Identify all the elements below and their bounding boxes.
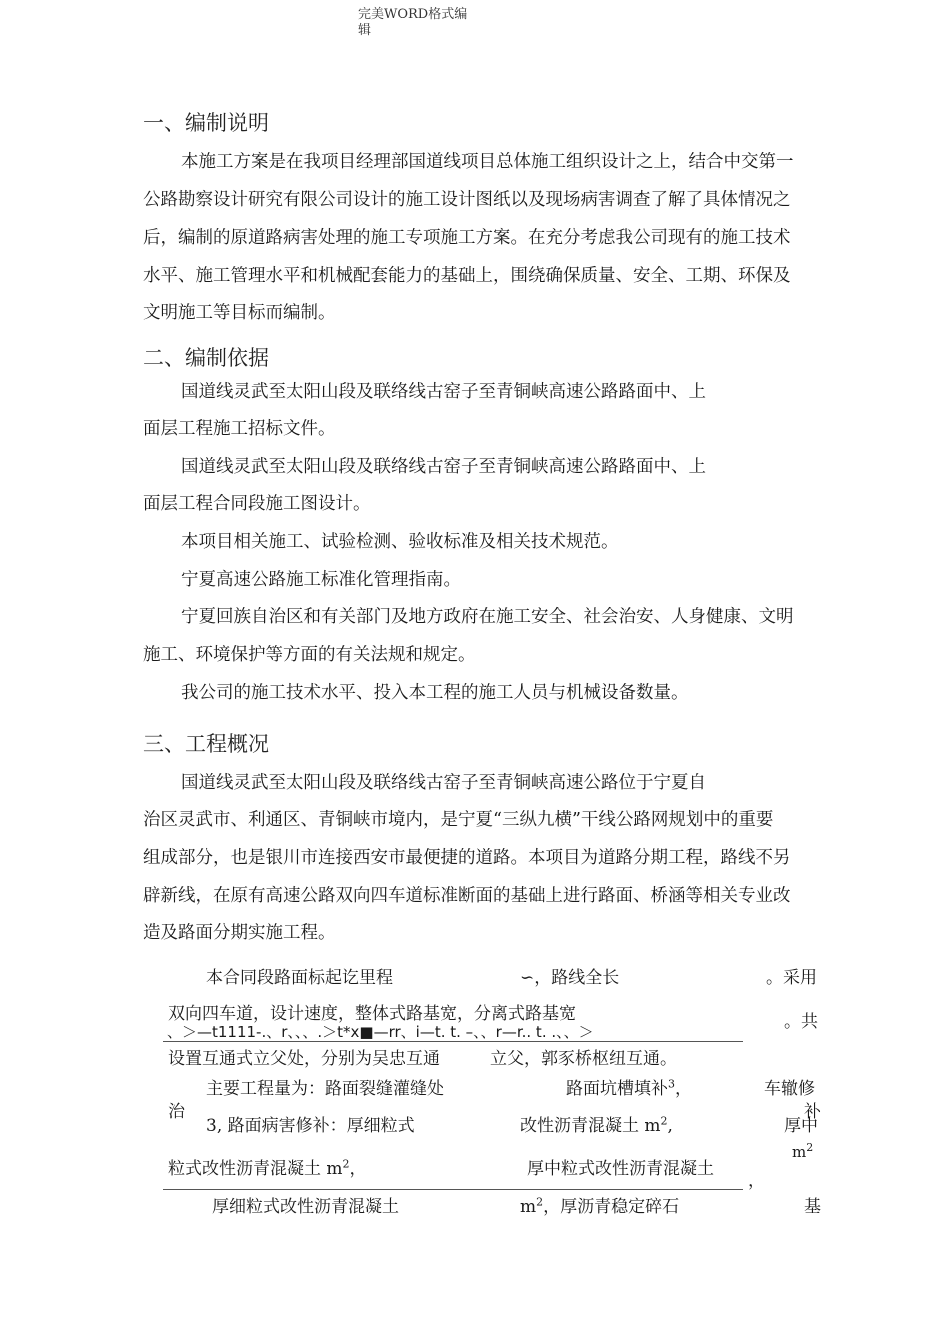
s2-line-2: 面层工程施工招标文件。 bbox=[143, 419, 336, 439]
frag-f2-sup: 2 bbox=[660, 1114, 668, 1128]
s1-line-3: 后，编制的原道路病害处理的施工专项施工方案。在充分考虑我公司现有的施工技术 bbox=[143, 228, 791, 248]
page-header bbox=[358, 7, 467, 39]
frag-g1-text: 粒式改性沥青混凝土 m bbox=[168, 1159, 343, 1179]
frag-g1 bbox=[168, 1154, 367, 1179]
s2-line-3: 国道线灵武至太阳山段及联络线古窑子至青铜峡高速公路路面中、上 bbox=[181, 457, 706, 477]
s3-line-3: 组成部分，也是银川市连接西安市最便捷的道路。本项目为道路分期工程，路线不另 bbox=[143, 848, 791, 868]
s3-line-2: 治区灵武市、利通区、青铜峡市境内，是宁夏“三纵九横”干线公路网规划中的重要 bbox=[143, 810, 774, 830]
frag-f4-text: m bbox=[792, 1143, 807, 1161]
s1-line-4: 水平、施工管理水平和机械配套能力的基础上，围绕确保质量、安全、工期、环保及 bbox=[143, 266, 791, 286]
frag-f3: 厚中 bbox=[784, 1116, 818, 1136]
frag-e4-clipped: 治 bbox=[168, 1102, 185, 1122]
s3-line-5: 造及路面分期实施工程。 bbox=[143, 923, 336, 943]
frag-h2-sup: 2 bbox=[536, 1195, 544, 1209]
section-heading-2: 二、编制依据 bbox=[143, 346, 269, 370]
s2-line-1: 国道线灵武至太阳山段及联络线古窑子至青铜峡高速公路路面中、上 bbox=[181, 382, 706, 402]
section-heading-1: 一、编制说明 bbox=[143, 111, 269, 135]
frag-e5-clipped: 补 bbox=[804, 1102, 821, 1122]
s3-line-4: 辟新线，在原有高速公路双向四车道标准断面的基础上进行路面、桥涵等相关专业改 bbox=[143, 886, 791, 906]
s1-line-2: 公路勘察设计研究有限公司设计的施工设计图纸以及现场病害调查了解了具体情况之 bbox=[143, 190, 791, 210]
frag-a3: 。采用 bbox=[766, 968, 817, 988]
frag-f2 bbox=[520, 1111, 673, 1136]
s3-line-1: 国道线灵武至太阳山段及联络线古窑子至青铜峡高速公路位于宁夏自 bbox=[181, 773, 706, 793]
frag-e2-sup: 3 bbox=[668, 1077, 675, 1091]
frag-b1: 双向四车道，设计速度，整体式路基宽，分离式路基宽 bbox=[168, 1004, 576, 1024]
frag-g3: ， bbox=[748, 1171, 765, 1191]
frag-a2: ∽，路线全长 bbox=[520, 968, 620, 988]
frag-g2: 厚中粒式改性沥青混凝土 bbox=[527, 1159, 714, 1179]
frag-g1-sup: 2 bbox=[342, 1157, 350, 1171]
frag-c1-garbled: 、＞—t1111-.、r、、、.＞t*x■—rr、i—t. t. –、、r—r.. t. .、、＞ bbox=[167, 1023, 594, 1041]
frag-b2: 。共 bbox=[784, 1012, 818, 1032]
frag-f2-tail: , bbox=[667, 1116, 673, 1136]
frag-f1: 3, 路面病害修补：厚细粒式 bbox=[206, 1116, 415, 1136]
frag-h3-clipped: 基 bbox=[804, 1197, 821, 1217]
frag-h2-tail: ，厚沥青稳定碎石 bbox=[543, 1197, 680, 1217]
frag-d2: 立父，郭豕桥枢纽互通。 bbox=[490, 1049, 677, 1069]
s1-line-5: 文明施工等目标而编制。 bbox=[143, 303, 336, 323]
frag-h2-clipped bbox=[520, 1192, 680, 1217]
s1-line-1: 本施工方案是在我项目经理部国道线项目总体施工组织设计之上，结合中交第一 bbox=[181, 152, 794, 172]
frag-h2-text: m bbox=[520, 1197, 537, 1217]
frag-g1-tail: ， bbox=[349, 1159, 367, 1179]
header-line-2: 辑 bbox=[358, 23, 372, 38]
frag-e3: 车辙修 bbox=[764, 1079, 815, 1099]
s2-line-4: 面层工程合同段施工图设计。 bbox=[143, 494, 371, 514]
table-rule-1 bbox=[163, 1041, 743, 1042]
frag-h1-clipped: 厚细粒式改性沥青混凝土 bbox=[212, 1197, 399, 1217]
s2-line-9: 我公司的施工技术水平、投入本工程的施工人员与机械设备数量。 bbox=[181, 683, 689, 703]
header-line-1: 完美WORD格式编 bbox=[358, 7, 468, 22]
frag-e2-tail: ， bbox=[675, 1079, 692, 1099]
frag-e2-text: 路面坑槽填补 bbox=[566, 1079, 668, 1099]
s2-line-6: 宁夏高速公路施工标准化管理指南。 bbox=[181, 570, 461, 590]
section-heading-3: 三、工程概况 bbox=[143, 732, 269, 756]
frag-f2-text: 改性沥青混凝土 m bbox=[520, 1116, 661, 1136]
frag-f4 bbox=[792, 1141, 813, 1161]
frag-e2 bbox=[566, 1074, 692, 1099]
frag-f4-sup: 2 bbox=[806, 1141, 814, 1154]
s2-line-5: 本项目相关施工、试验检测、验收标准及相关技术规范。 bbox=[181, 532, 619, 552]
frag-a1: 本合同段路面标起讫里程 bbox=[206, 968, 393, 988]
s2-line-8: 施工、环境保护等方面的有关法规和规定。 bbox=[143, 645, 476, 665]
frag-e1: 主要工程量为：路面裂缝灌缝处 bbox=[206, 1079, 444, 1099]
table-rule-2 bbox=[163, 1189, 743, 1190]
s2-line-7: 宁夏回族自治区和有关部门及地方政府在施工安全、社会治安、人身健康、文明 bbox=[181, 607, 794, 627]
frag-d1: 设置互通式立父处，分别为吴忠互通 bbox=[168, 1049, 440, 1069]
